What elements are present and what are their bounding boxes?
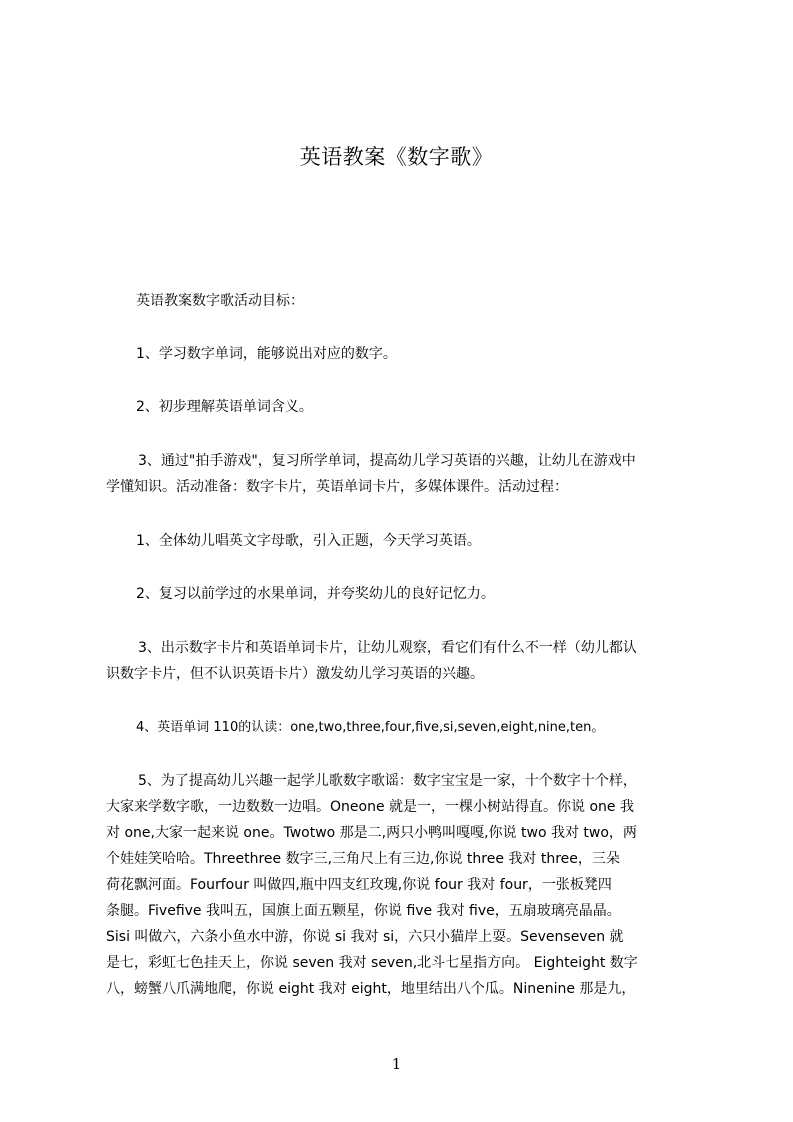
goal-3-line-2: 学懂知识。活动准备：数字卡片，英语单词卡片，多媒体课件。活动过程： xyxy=(106,479,568,495)
step-5-line: 荷花飘河面。Fourfour 叫做四,瓶中四支红玫瑰,你说 four 我对 four，一张板凳四 xyxy=(106,877,612,893)
step-5-paragraph xyxy=(106,768,710,1002)
intro-paragraph: 英语教案数字歌活动目标： xyxy=(136,293,304,309)
step-5-line: Sisi 叫做六，六条小鱼水中游，你说 si 我对 si，六只小猫岸上耍。Sevenseven 就 xyxy=(106,929,624,945)
step-5-line: 条腿。Fivefive 我叫五，国旗上面五颗星，你说 five 我对 five，五扇玻璃亮晶晶。 xyxy=(106,903,621,919)
page-number: 1 xyxy=(391,1055,402,1073)
step-3-paragraph xyxy=(106,635,710,687)
step-2-paragraph: 2、复习以前学过的水果单词，并夸奖幼儿的良好记忆力。 xyxy=(136,586,495,602)
goal-3-paragraph xyxy=(106,448,710,500)
step-3-line-1: 3、出示数字卡片和英语单词卡片，让幼儿观察，看它们有什么不一样（幼儿都认 xyxy=(138,640,637,656)
step-5-line: 八，螃蟹八爪满地爬，你说 eight 我对 eight，地里结出八个瓜。Ninenine 那是九， xyxy=(106,981,636,997)
step-4-paragraph: 4、英语单词 110的认读：one,two,three,four,five,si,seven,eight,nine,ten。 xyxy=(136,720,605,735)
step-5-line: 5、为了提高幼儿兴趣一起学儿歌数字歌谣：数字宝宝是一家，十个数字十个样， xyxy=(138,773,637,789)
step-5-line: 是七，彩虹七色挂天上，你说 seven 我对 seven,北斗七星指方向。 Eighteight 数字 xyxy=(106,955,638,971)
step-3-line-2: 识数字卡片，但不认识英语卡片）激发幼儿学习英语的兴趣。 xyxy=(106,666,484,682)
goal-2-paragraph: 2、初步理解英语单词含义。 xyxy=(136,399,313,415)
document-title: 英语教案《数字歌》 xyxy=(299,145,494,169)
step-5-line: 大家来学数字歌，一边数数一边唱。Oneone 就是一，一棵小树站得直。你说 one 我 xyxy=(106,799,634,815)
step-5-line: 个娃娃笑哈哈。Threethree 数字三,三角尺上有三边,你说 three 我对 three，三朵 xyxy=(106,851,620,867)
goal-3-line-1: 3、通过"拍手游戏"，复习所学单词，提高幼儿学习英语的兴趣，让幼儿在游戏中 xyxy=(138,453,636,469)
goal-1-paragraph: 1、学习数字单词，能够说出对应的数字。 xyxy=(136,346,397,362)
step-5-line: 对 one,大家一起来说 one。Twotwo 那是二,两只小鸭叫嘎嘎,你说 two 我对 two，两 xyxy=(106,825,637,841)
step-1-paragraph: 1、全体幼儿唱英文字母歌，引入正题，今天学习英语。 xyxy=(136,533,481,549)
